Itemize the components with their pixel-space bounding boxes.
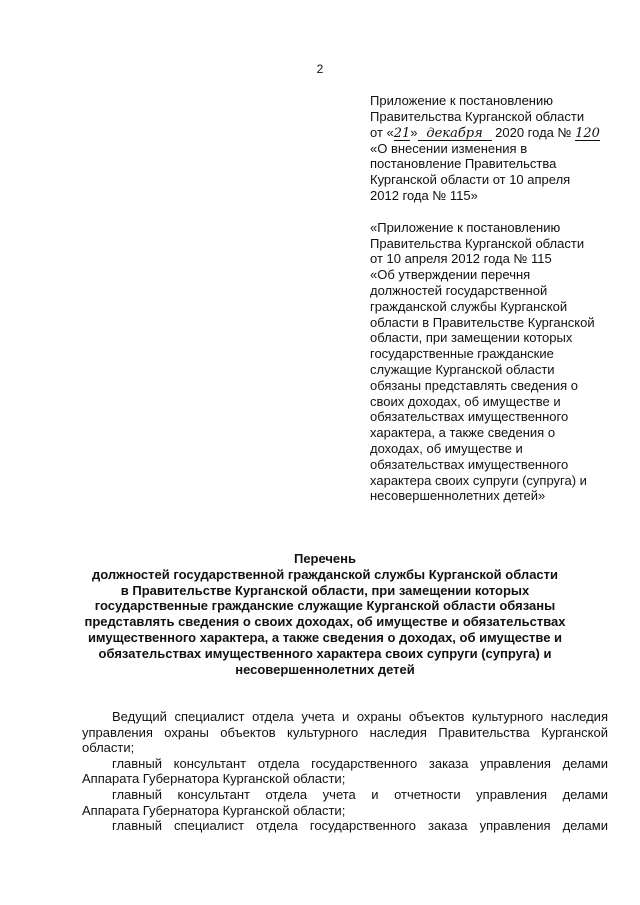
date-prefix: от «: [370, 124, 394, 140]
inner-appendix-line: доходах, об имуществе и: [370, 440, 523, 456]
positions-list: [84, 709, 608, 834]
inner-appendix-line: должностей государственной: [370, 282, 548, 298]
inner-appendix-line: государственные гражданские: [370, 346, 554, 362]
inner-appendix-line: «Приложение к постановлению: [370, 219, 561, 235]
title-line: имущественного характера, а также сведения о доходах, об имуществе и: [87, 629, 563, 645]
inner-appendix-line: обязаны представлять сведения о: [370, 377, 579, 393]
inner-appendix-line: обязательствах имущественного: [370, 456, 569, 472]
spacer: [370, 204, 620, 220]
title-heading: Перечень: [293, 551, 357, 566]
appendix-line: «О внесении изменения в: [370, 140, 528, 156]
inner-appendix: [370, 220, 620, 504]
document-title: [60, 551, 590, 677]
inner-appendix-line: области, при замещении которых: [370, 330, 573, 346]
appendix-header: [370, 93, 620, 504]
inner-appendix-line: служащие Курганской области: [370, 361, 555, 377]
handwritten-month: декабря: [418, 127, 492, 141]
title-line: обязательствах имущественного характера своих супруги (супруга) и: [98, 645, 552, 661]
appendix-line: постановление Правительства: [370, 156, 557, 172]
inner-appendix-line: обязательствах имущественного: [370, 409, 569, 425]
handwritten-number: 120: [575, 125, 600, 141]
inner-appendix-line: области в Правительстве Курганской: [370, 314, 595, 330]
list-item-line: главный консультант отдела учета и отчетности управления делами: [112, 786, 608, 802]
appendix-line: 2012 года № 115»: [370, 187, 478, 203]
page-number: 2: [316, 62, 324, 76]
title-line: несовершеннолетних детей: [235, 661, 415, 677]
date-mid: »: [410, 124, 418, 140]
list-item-line: Аппарата Губернатора Курганской области;: [82, 802, 346, 818]
inner-appendix-line: своих доходах, об имуществе и: [370, 393, 561, 409]
inner-appendix-line: Правительства Курганской области: [370, 235, 585, 251]
title-line: должностей государственной гражданской службы Курганской области: [91, 566, 559, 582]
list-item-line: главный специалист отдела государственного заказа управления делами: [112, 818, 608, 834]
appendix-date-line: [370, 125, 620, 141]
appendix-line: Правительства Курганской области: [370, 108, 585, 124]
date-year: 2020 года №: [491, 124, 572, 140]
list-item: [84, 709, 608, 756]
appendix-line: Курганской области от 10 апреля: [370, 172, 571, 188]
list-item-line: главный консультант отдела государственного заказа управления делами: [112, 755, 608, 771]
inner-appendix-line: характера своих супруги (супруга) и: [370, 472, 587, 488]
handwritten-day: 21: [393, 125, 411, 141]
inner-appendix-line: от 10 апреля 2012 года № 115: [370, 251, 552, 267]
inner-appendix-line: гражданской службы Курганской: [370, 298, 568, 314]
title-line: в Правительстве Курганской области, при замещении которых: [120, 582, 530, 598]
list-item-line: Ведущий специалист отдела учета и охраны объектов культурного наследия: [112, 709, 608, 724]
title-line: представлять сведения о своих доходах, об имуществе и обязательствах: [84, 614, 566, 630]
list-item-line: Аппарата Губернатора Курганской области;: [82, 771, 346, 787]
inner-appendix-line: несовершеннолетних детей»: [370, 488, 546, 504]
list-item: [84, 756, 608, 787]
list-item: [84, 787, 608, 818]
inner-appendix-line: «Об утверждении перечня: [370, 267, 531, 283]
title-line: государственные гражданские служащие Курганской области обязаны: [94, 598, 556, 614]
appendix-line: Приложение к постановлению: [370, 93, 553, 108]
list-item: [84, 818, 608, 834]
list-item-line: управления охраны объектов культурного наследия Правительства Курганской: [82, 724, 608, 740]
list-item-line: области;: [82, 740, 135, 756]
inner-appendix-line: характера, а также сведения о: [370, 425, 556, 441]
